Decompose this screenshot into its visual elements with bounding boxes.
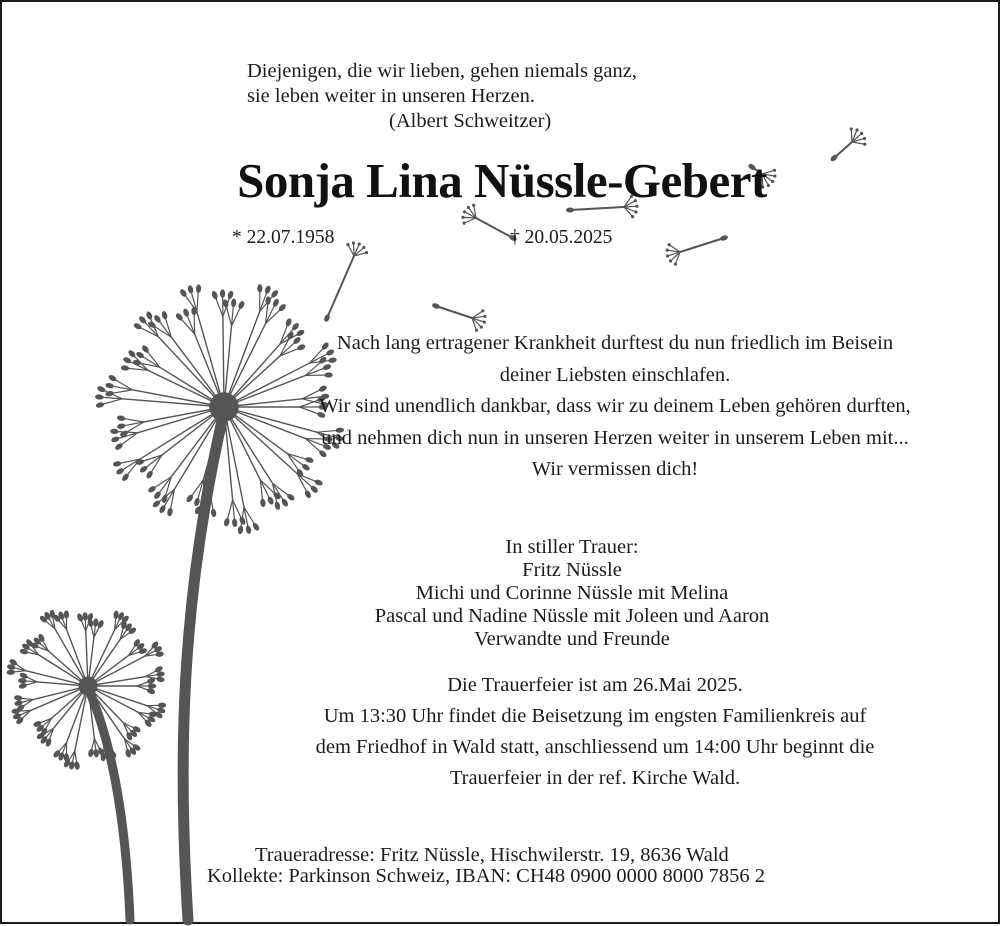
message-line: und nehmen dich nun in unseren Herzen weiter in unserem Leben mit... [235, 423, 995, 455]
message-line: Wir vermissen dich! [235, 454, 995, 486]
mourning-address: Traueradresse: Fritz Nüssle, Hischwilerstr. 19, 8636 Wald [255, 844, 729, 866]
flying-seed [666, 234, 729, 265]
quote [247, 60, 637, 135]
mourners-heading: In stiller Trauer: [192, 536, 952, 559]
ceremony-line: Die Trauerfeier ist am 26.Mai 2025. [215, 670, 975, 701]
message-line: Nach lang ertragener Krankheit durftest du nun friedlich im Beisein [235, 328, 995, 360]
ceremony-line: Trauerfeier in der ref. Kirche Wald. [215, 763, 975, 794]
ceremony-line: dem Friedhof in Wald statt, anschliessend um 14:00 Uhr beginnt die [215, 732, 975, 763]
quote-line-2: sie leben weiter in unseren Herzen. [247, 85, 637, 110]
message-line: deiner Liebsten einschlafen. [235, 360, 995, 392]
message-line: Wir sind unendlich dankbar, dass wir zu deinem Leben gehören durften, [235, 391, 995, 423]
mourner-name: Verwandte und Freunde [192, 628, 952, 651]
quote-line-1: Diejenigen, die wir lieben, gehen niemals ganz, [247, 60, 637, 85]
mourner-name: Fritz Nüssle [192, 559, 952, 582]
ceremony-line: Um 13:30 Uhr findet die Beisetzung im engsten Familienkreis auf [215, 701, 975, 732]
mourner-name: Michi und Corinne Nüssle mit Melina [192, 582, 952, 605]
deceased-name: Sonja Lina Nüssle-Gebert [2, 152, 1000, 209]
mourners-list [192, 536, 952, 651]
quote-author: (Albert Schweitzer) [247, 110, 637, 135]
mourner-name: Pascal und Nadine Nüssle mit Joleen und Aaron [192, 605, 952, 628]
small-dandelion-head [6, 609, 166, 770]
birth-date: * 22.07.1958 [232, 226, 334, 249]
donation-info: Kollekte: Parkinson Schweiz, IBAN: CH48 0900 0000 8000 7856 2 [207, 865, 765, 887]
ceremony-info [215, 670, 975, 794]
farewell-message [235, 328, 995, 486]
death-date: † 20.05.2025 [510, 226, 612, 249]
flying-seed [323, 241, 368, 322]
